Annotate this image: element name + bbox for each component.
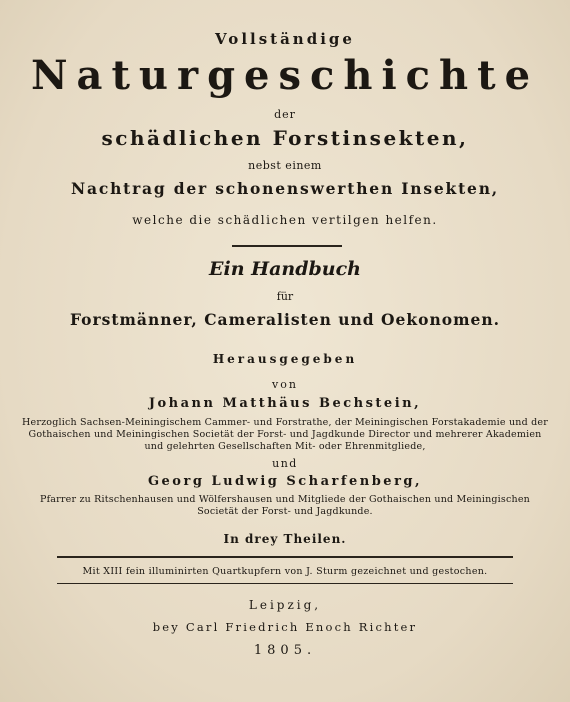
editor-desc-line: Gothaischen und Meiningischen Societät der Forst- und Jagdkunde Director und mehrerer Akademien <box>28 429 542 440</box>
title-divider <box>232 245 342 247</box>
editors-und: und <box>272 457 298 470</box>
editors-heading: Herausgegeben <box>212 352 358 366</box>
editor-name-scharfenberg: Georg Ludwig Scharfenberg, <box>147 474 423 489</box>
editor-desc-line: Pfarrer zu Ritschenhausen und Wölfershausen und Mitgliede der Gothaischen und Meiningischen <box>40 494 530 505</box>
editor-desc-line: Herzoglich Sachsen-Meiningischem Cammer- und Forstrathe, der Meiningischen Forstakademie und der <box>22 417 548 428</box>
editor-desc-line: und gelehrten Gesellschaften Mit- oder Ehrenmitgliede, <box>144 441 426 452</box>
plates-rule-bottom <box>57 583 513 584</box>
title-line-nebst-einem: nebst einem <box>248 159 322 172</box>
handbook-audience: Forstmänner, Cameralisten und Oekonomen. <box>69 310 500 329</box>
title-line-der: der <box>274 108 296 121</box>
imprint-city: Leipzig, <box>248 598 322 612</box>
main-title: Naturgeschichte <box>30 52 540 99</box>
imprint-publisher: bey Carl Friedrich Enoch Richter <box>152 620 418 634</box>
editors-von: von <box>272 378 298 391</box>
plates-note: Mit XIII fein illuminirten Quartkupfern von J. Sturm gezeichnet und gestochen. <box>82 566 488 577</box>
title-line-nachtrag: Nachtrag der schonenswerthen Insekten, <box>71 179 499 198</box>
imprint-year: 1805. <box>253 643 317 658</box>
plates-rule-top <box>57 556 513 558</box>
handbook-fuer: für <box>276 290 294 303</box>
title-line-vollstaendige: Vollständige <box>215 30 355 48</box>
title-line-welche: welche die schädlichen vertilgen helfen. <box>132 213 438 227</box>
editor-name-bechstein: Johann Matthäus Bechstein, <box>148 396 422 411</box>
editor-desc-line: Societät der Forst- und Jagdkunde. <box>197 506 373 517</box>
parts-line: In drey Theilen. <box>223 532 347 546</box>
handbook-line: Ein Handbuch <box>209 258 361 280</box>
title-line-forstinsekten: schädlichen Forstinsekten, <box>101 126 469 150</box>
